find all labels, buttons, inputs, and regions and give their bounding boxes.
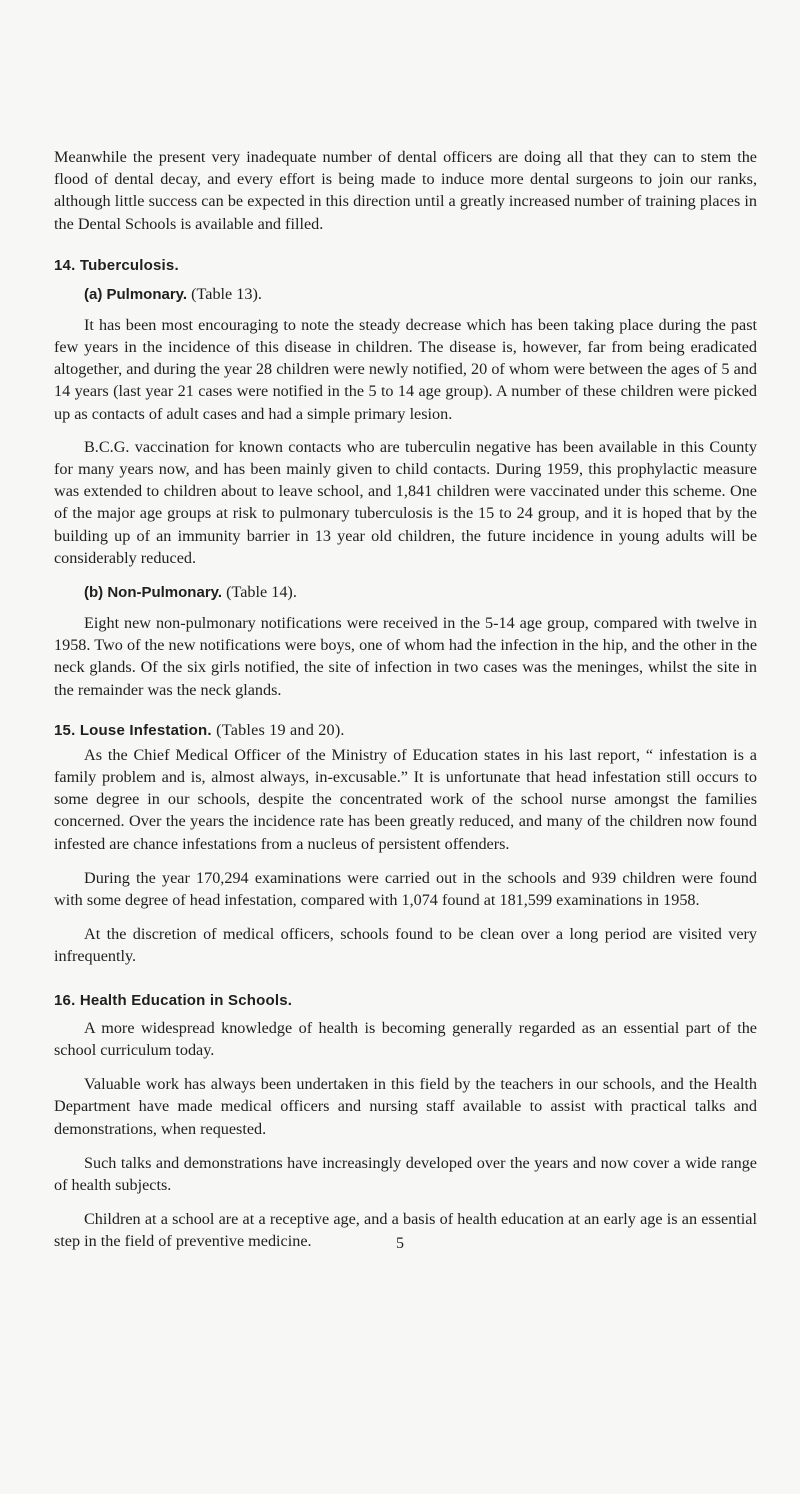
health-paragraph-1: A more widespread knowledge of health is becoming generally regarded as an essential part of the school curriculum today. <box>54 1018 757 1059</box>
louse-paragraph-2: During the year 170,294 examinations were carried out in the schools and 939 children were found with some degree of head infestation, compared with 1,074 found at 181,599 examinations in 1958. <box>54 868 757 910</box>
subheading-pulmonary-label: (a) Pulmonary. <box>84 285 188 303</box>
subheading-pulmonary-ref: (Table 13). <box>191 284 262 303</box>
page-number: 5 <box>396 1235 404 1252</box>
subheading-non-pulmonary-label: (b) Non-Pulmonary. <box>84 584 223 602</box>
subheading-non-pulmonary <box>54 581 757 604</box>
health-paragraph-3: Such talks and demonstrations have increasingly developed over the years and now cover a wide range of health subjects. <box>54 1153 757 1194</box>
section-louse-infestation <box>54 719 757 968</box>
pulmonary-paragraph-2: B.C.G. vaccination for known contacts who are tuberculin negative has been available in this County for many years now, and has been mainly given to child contacts. During 1959, this prophylactic measure was extended to children about to leave school, and 1,841 children were vaccinated under this scheme. One of the major age groups at risk to pulmonary tuberculosis is the 15 to 24 group, and it is hoped that by the building up of an immunity barrier in 13 year old children, the future incidence in young adults will be considerably reduced. <box>54 437 757 567</box>
section-heading-health-education: 16. Health Education in Schools. <box>54 991 293 1009</box>
health-paragraph-4: Children at a school are at a receptive age, and a basis of health education at an early age is an essential step in the field of preventive medicine. <box>54 1210 757 1251</box>
non-pulmonary-paragraph: Eight new non-pulmonary notifications were received in the 5-14 age group, compared with twelve in 1958. Two of the new notifications were boys, one of whom had the infection in the hip, and the other in the neck glands. Of the six girls notified, the site of infection in two cases was the meninges, whilst the site in the remainder was the neck glands. <box>54 614 757 699</box>
subheading-non-pulmonary-ref: (Table 14). <box>226 583 297 602</box>
dental-paragraph: Meanwhile the present very inadequate number of dental officers are doing all that they can to stem the flood of dental decay, and every effort is being made to induce more dental surgeons to join our ranks, although little success can be expected in this direction until a greatly increased number of training places in the Dental Schools is available and filled. <box>54 148 757 233</box>
louse-heading-ref: (Tables 19 and 20). <box>216 720 345 739</box>
pulmonary-paragraph-1: It has been most encouraging to note the steady decrease which has been taking place during the past few years in the incidence of this disease in children. The disease is, however, far from being eradicated altogether, and during the year 28 children were newly notified, 20 of whom were between the ages of 5 and 14 years (last year 21 cases were notified in the 5 to 14 age group). A number of these children were picked up as contacts of adult cases and had a simple primary lesion. <box>54 315 757 423</box>
section-heading-louse-infestation <box>54 719 757 742</box>
section-tuberculosis <box>54 255 757 701</box>
louse-heading-text: 15. Louse Infestation. <box>54 721 212 739</box>
document-page <box>54 146 757 1253</box>
section-health-education <box>54 990 757 1253</box>
louse-paragraph-1: As the Chief Medical Officer of the Ministry of Education states in his last report, “ infestation is a family problem and is, almost always, in-excusable.” It is unfortunate that head infestation still occurs to some degree in our schools, despite the concentrated work of the school nurse amongst the families concerned. Over the years the incidence rate has been greatly reduced, and many of the children now found infested are chance infestations from a nucleus of persistent offenders. <box>54 745 757 853</box>
louse-paragraph-3: At the discretion of medical officers, schools found to be clean over a long period are visited very infrequently. <box>54 925 757 966</box>
subheading-pulmonary <box>54 283 757 306</box>
section-heading-tuberculosis: 14. Tuberculosis. <box>54 256 179 274</box>
health-paragraph-2: Valuable work has always been undertaken in this field by the teachers in our schools, and the Health Department have made medical officers and nursing staff available to assist with practical talks and demonstrations, when requested. <box>54 1075 757 1138</box>
